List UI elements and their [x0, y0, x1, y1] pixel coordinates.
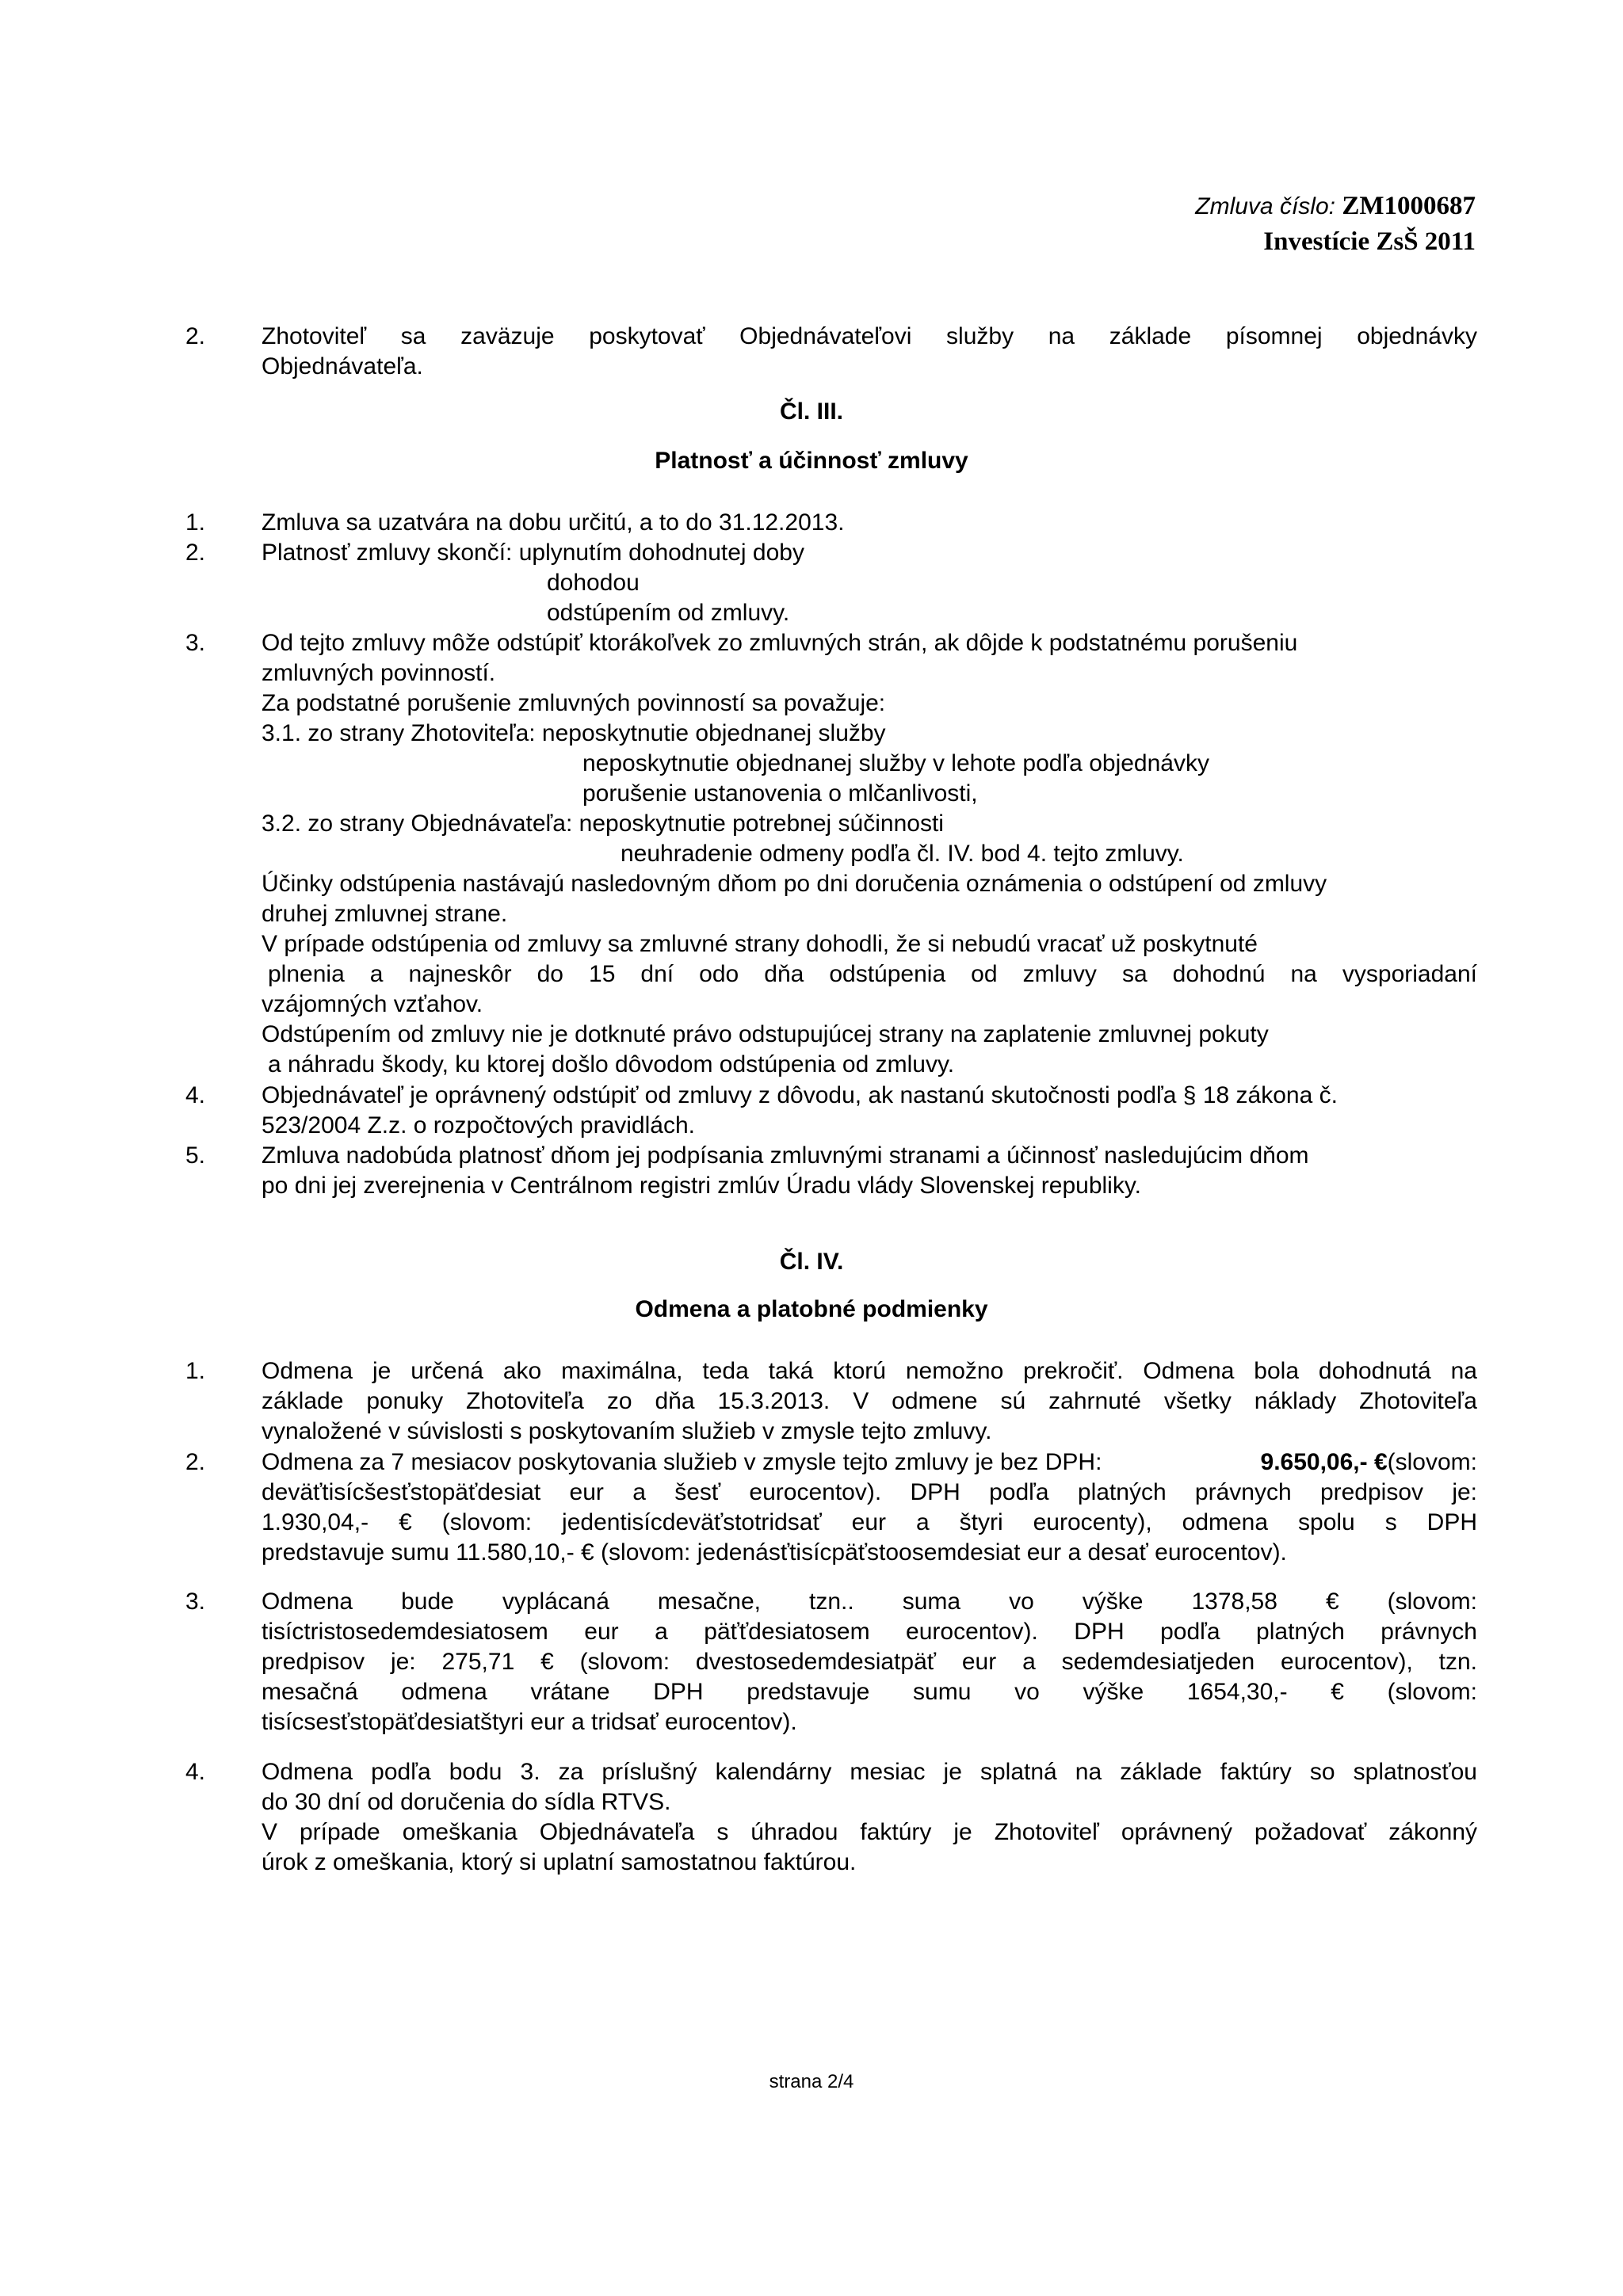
article-4-heading: Čl. IV. — [779, 1249, 844, 1275]
paragraph-line: mesačná odmena vrátane DPH predstavuje sumu vo výške 1654,30,- € (slovom: — [262, 1679, 1477, 1705]
paragraph-line: Odmena podľa bodu 3. za príslušný kalendárny mesiac je splatná na základe faktúry so splatnosťou — [262, 1759, 1477, 1785]
paragraph-number: 4. — [185, 1759, 206, 1785]
amount-bold: 9.650,06,- € — [1260, 1449, 1388, 1475]
document-header — [1195, 189, 1476, 259]
paragraph-line: deväťtisícšesťstopäťdesiat eur a šesť eurocentov). DPH podľa platných právnych predpisov je: — [262, 1479, 1477, 1505]
paragraph-line: tisícsesťstopäťdesiatštyri eur a tridsať eurocentov). — [262, 1709, 797, 1735]
article-4-title: Odmena a platobné podmienky — [635, 1296, 988, 1322]
paragraph-number: 3. — [185, 630, 206, 656]
paragraph-number: 3. — [185, 1589, 206, 1615]
article-3-title: Platnosť a účinnosť zmluvy — [655, 448, 968, 474]
paragraph-line: predpisov je: 275,71 € (slovom: dvestosedemdesiatpäť eur a sedemdesiatjeden eurocentov), tzn. — [262, 1649, 1477, 1675]
paragraph-number: 4. — [185, 1082, 206, 1108]
paragraph-number: 1. — [185, 1358, 206, 1384]
art3-paragraph-3 — [185, 628, 1477, 1080]
paragraph-line: 3.1. zo strany Zhotoviteľa: neposkytnutie objednanej služby — [262, 720, 886, 746]
paragraph-line: dohodou — [547, 570, 640, 596]
art3-paragraph-4 — [185, 1081, 1477, 1141]
paragraph-number: 1. — [185, 509, 206, 536]
paragraph-line: 523/2004 Z.z. o rozpočtových pravidlách. — [262, 1112, 695, 1138]
paragraph-line: neposkytnutie objednanej služby v lehote podľa objednávky — [582, 750, 1209, 776]
paragraph-line: Objednávateľ je oprávnený odstúpiť od zmluvy z dôvodu, ak nastanú skutočnosti podľa § 18 zákona č. — [262, 1082, 1338, 1108]
paragraph-line: do 30 dní od doručenia do sídla RTVS. — [262, 1789, 671, 1815]
paragraph-line: 3.2. zo strany Objednávateľa: neposkytnutie potrebnej súčinnosti — [262, 810, 944, 837]
paragraph-line: neuhradenie odmeny podľa čl. IV. bod 4. tejto zmluvy. — [621, 841, 1184, 867]
paragraph-line: Od tejto zmluvy môže odstúpiť ktorákoľvek zo zmluvných strán, ak dôjde k podstatnému porušeniu — [262, 630, 1298, 656]
art4-paragraph-2 — [185, 1447, 1477, 1568]
paragraph-line: Zmluva nadobúda platnosť dňom jej podpísania zmluvnými stranami a účinnosť nasledujúcim dňom — [262, 1142, 1309, 1169]
paragraph-line — [262, 1447, 1477, 1478]
paragraph-line: Zhotoviteľ sa zaväzuje poskytovať Objednávateľovi služby na základe písomnej objednávky — [262, 323, 1477, 349]
paragraph-line: porušenie ustanovenia o mlčanlivosti, — [582, 780, 978, 807]
contract-number-line — [1195, 189, 1476, 224]
paragraph-line: Za podstatné porušenie zmluvných povinností sa považuje: — [262, 690, 886, 716]
contract-label: Zmluva číslo: — [1195, 193, 1335, 219]
paragraph-line-part: Odmena za 7 mesiacov poskytovania služieb v zmysle tejto zmluvy je bez DPH: — [262, 1449, 1102, 1475]
art4-paragraph-3 — [185, 1587, 1477, 1737]
paragraph-line: Objednávateľa. — [262, 353, 423, 379]
art3-paragraph-1 — [185, 508, 1477, 538]
amount-group — [1261, 1447, 1477, 1478]
paragraph-line: vzájomných vzťahov. — [262, 991, 483, 1017]
paragraph-number: 2. — [185, 540, 206, 566]
paragraph-line: zmluvných povinností. — [262, 660, 496, 686]
paragraph-number: 5. — [185, 1142, 206, 1169]
paragraph-line: Platnosť zmluvy skončí: uplynutím dohodnutej doby — [262, 540, 804, 566]
paragraph-line: vynaložené v súvislosti s poskytovaním služieb v zmysle tejto zmluvy. — [262, 1418, 992, 1444]
paragraph-number: 2. — [185, 1449, 206, 1475]
paragraph-line: a náhradu škody, ku ktorej došlo dôvodom odstúpenia od zmluvy. — [268, 1051, 955, 1077]
paragraph-line: 1.930,04,- € (slovom: jedentisícdeväťstotridsať eur a štyri eurocenty), odmena spolu s DPH — [262, 1509, 1477, 1535]
paragraph-line: Účinky odstúpenia nastávajú nasledovným dňom po dni doručenia oznámenia o odstúpení od zmluvy — [262, 871, 1327, 897]
paragraph-line: druhej zmluvnej strane. — [262, 901, 508, 927]
paragraph-line: Odmena bude vyplácaná mesačne, tzn.. suma vo výške 1378,58 € (slovom: — [262, 1589, 1477, 1615]
art3-paragraph-5 — [185, 1141, 1477, 1201]
paragraph-line: V prípade omeškania Objednávateľa s úhradou faktúry je Zhotoviteľ oprávnený požadovať zákonný — [262, 1819, 1477, 1845]
page-number: strana 2/4 — [769, 2071, 854, 2092]
article-3-heading: Čl. III. — [779, 399, 843, 425]
paragraph-line: predstavuje sumu 11.580,10,- € (slovom: jedenásťtisícpäťstoosemdesiat eur a desať eurocentov). — [262, 1539, 1287, 1566]
paragraph-line: Odmena je určená ako maximálna, teda taká ktorú nemožno prekročiť. Odmena bola dohodnutá na — [262, 1358, 1477, 1384]
art4-paragraph-4 — [185, 1757, 1477, 1878]
paragraph-line: základe ponuky Zhotoviteľa zo dňa 15.3.2013. V odmene sú zahrnuté všetky náklady Zhotoviteľa — [262, 1388, 1477, 1414]
paragraph-line: Odstúpením od zmluvy nie je dotknuté právo odstupujúcej strany na zaplatenie zmluvnej pokuty — [262, 1021, 1269, 1047]
intro-paragraph — [185, 322, 1477, 382]
paragraph-line: úrok z omeškania, ktorý si uplatní samostatnou faktúrou. — [262, 1849, 857, 1875]
paragraph-line: po dni jej zverejnenia v Centrálnom registri zmlúv Úradu vlády Slovenskej republiky. — [262, 1173, 1141, 1199]
paragraph-number: 2. — [185, 323, 206, 349]
contract-number: ZM1000687 — [1342, 192, 1476, 220]
contract-subtitle: Investície ZsŠ 2011 — [1263, 227, 1476, 256]
art3-paragraph-2 — [185, 538, 1477, 628]
paragraph-line: odstúpením od zmluvy. — [547, 600, 790, 626]
paragraph-line: plnenia a najneskôr do 15 dní odo dňa odstúpenia od zmluvy sa dohodnú na vysporiadaní — [268, 961, 1477, 987]
art4-paragraph-1 — [185, 1356, 1477, 1447]
paragraph-line: V prípade odstúpenia od zmluvy sa zmluvné strany dohodli, že si nebudú vracať už poskytnuté — [262, 931, 1258, 957]
paragraph-line: Zmluva sa uzatvára na dobu určitú, a to do 31.12.2013. — [262, 509, 845, 536]
paragraph-line: tisíctristosedemdesiatosem eur a päťťdesiatosem eurocentov). DPH podľa platných právnych — [262, 1619, 1477, 1645]
paragraph-line-part: (slovom: — [1387, 1449, 1477, 1475]
